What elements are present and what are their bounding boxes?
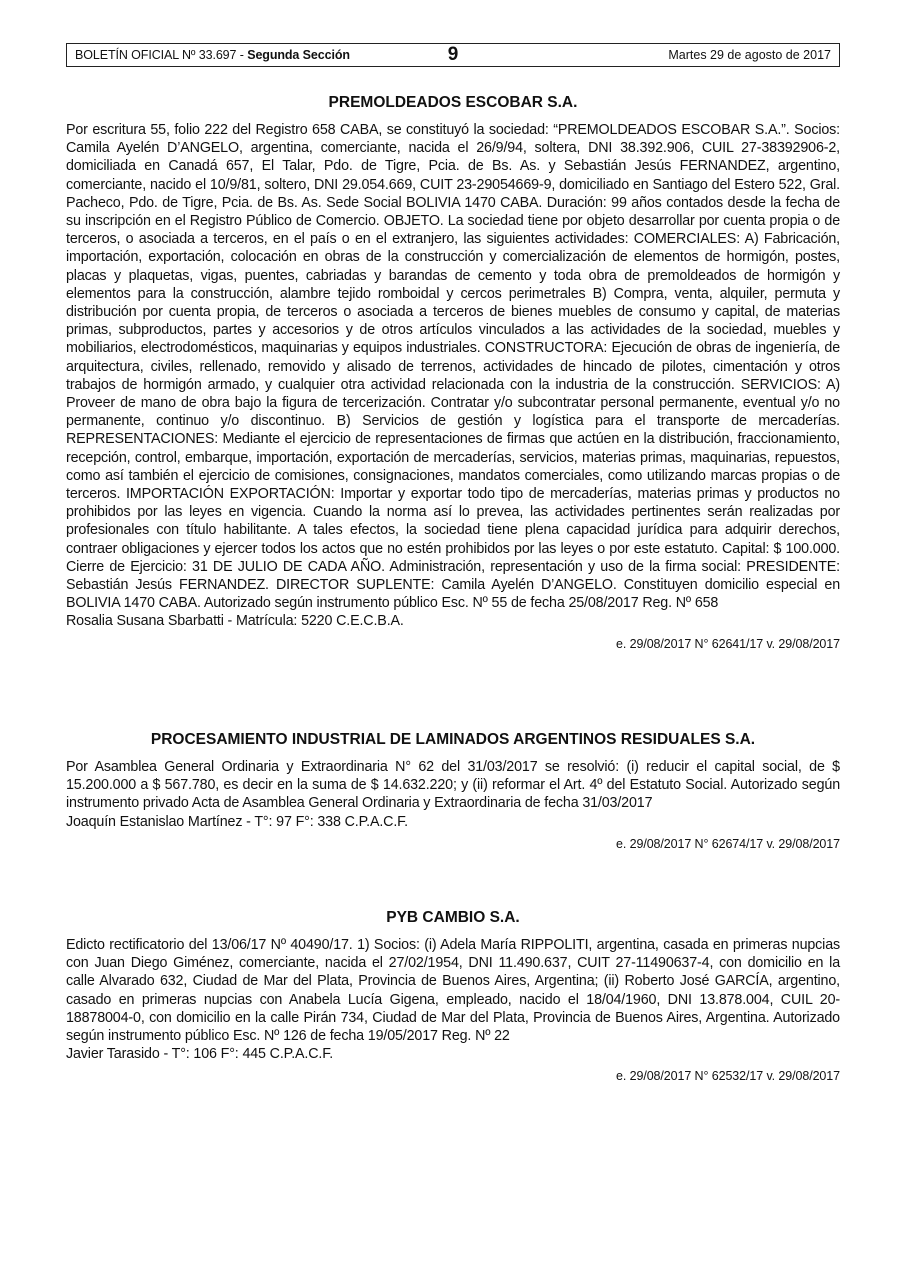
notice-body: Edicto rectificatorio del 13/06/17 Nº 40490/17. 1) Socios: (i) Adela María RIPPOLITI, argentina, casada en primeras nupcias con Juan Diego Giménez, comerciante, nacida el 27/02/1954, DNI 11.490.637, CUIT 27-11490637-4, con domicilio en la calle Alvarado 632, Ciudad de Mar del Plata, Provincia de Buenos Aires, Argentina; (ii) Roberto José GARCÍA, argentino, casado en primeras nupcias con Anabela Lucía Gigena, empleado, nacido el 18/04/1960, DNI 13.878.004, CUIL 20-18878004-0, con domicilio en la calle Pirán 734, Ciudad de Mar del Plata, Provincia de Buenos Aires, Argentina. Autorizado según instrumento público Esc. Nº 126 de fecha 19/05/2017 Reg. Nº 22 <box>66 937 840 1045</box>
publication-date: Martes 29 de agosto de 2017 <box>668 48 831 62</box>
notice-body: Por escritura 55, folio 222 del Registro 658 CABA, se constituyó la sociedad: “PREMOLDEADOS ESCOBAR S.A.”. Socios: Camila Ayelén D’ANGELO, argentina, comerciante, nacida el 26/9/94, soltera, DNI 38.392.906, CUIL 27-38392906-2, domiciliada en Canadá 657, El Talar, Pdo. de Tigre, Pcia. de Bs. As. y Sebastián Jesús FERNANDEZ, argentino, comerciante, nacido el 10/9/81, soltero, DNI 29.054.669, CUIT 23-29054669-9, domiciliado en Santiago del Estero 522, Gral. Pacheco, Pdo. de Tigre, Pcia. de Bs. As. Sede Social BOLIVIA 1470 CABA. Duración: 99 años contados desde la fecha de su inscripción en el Registro Público de Comercio. OBJETO. La sociedad tiene por objeto desarrollar por cuenta propia o de terceros, o asociada a terceros, en el país o en el extranjero, las siguientes actividades: COMERCIALES: A) Fabricación, importación, exportación, colocación en obras de la construcción y comercialización de elementos de hormigón, postes, placas y plaquetas, vigas, puentes, cabriadas y barandas de cemento y toda obra de premoldeados de hormigón y elementos para la construcción, alambre tejido romboidal y cercos perimetrales B) Compra, venta, alquiler, permuta y distribución por cuenta propia, de terceros o asociada a terceros de bienes muebles de consumo y capital, de materias primas, subproductos, partes y accesorios y de otros artículos vinculados a las actividades de la sociedad, muebles y mobiliarios, electrodomésticos, maquinarias y equipos industriales. CONSTRUCTORA: Ejecución de obras de ingeniería, de arquitectura, civiles, rellenado, removido y alisado de terrenos, actividades de hincado de pilotes, cimentación y otros trabajos de hormigón armado, y cualquier otra actividad relacionada con la industria de la construcción. SERVICIOS: A) Proveer de mano de obra bajo la figura de tercerización. Contratar y/o subcontratar personal permanente, eventual y/o no permanente, continuo y/o discontinuo. B) Servicios de gestión y logística para el transporte de mercaderías. REPRESENTACIONES: Mediante el ejercicio de representaciones de firmas que actúen en la distribución, fraccionamiento, recepción, control, embarque, importación, exportación de mercaderías, servicios, materias primas, maquinarias, repuestos, como así también el ejercicio de comisiones, consignaciones, mandatos comerciales, como utilizando marcas propias o de terceros. IMPORTACIÓN EXPORTACIÓN: Importar y exportar todo tipo de mercaderías, materias primas y productos no prohibidos por las leyes en vigencia. Cuando la norma así lo prevea, las actividades pertinentes serán realizadas por profesionales con título habilitante. A tales efectos, la sociedad tiene plena capacidad jurídica para adquirir derechos, contraer obligaciones y ejercer todos los actos que no estén prohibidos por las leyes o por este estatuto. Capital: $ 100.000. Cierre de Ejercicio: 31 DE JULIO DE CADA AÑO. Administración, representación y uso de la firma social: PRESIDENTE: Sebastián Jesús FERNANDEZ. DIRECTOR SUPLENTE: Camila Ayelén D’ANGELO. Constituyen domicilio especial en BOLIVIA 1470 CABA. Autorizado según instrumento público Esc. Nº 55 de fecha 25/08/2017 Reg. Nº 658 <box>66 122 840 612</box>
notice-title: PYB CAMBIO S.A. <box>386 909 520 926</box>
header-separator: - <box>236 48 248 62</box>
notice-premoldeados-escobar <box>66 94 840 651</box>
notice-reference: e. 29/08/2017 N° 62641/17 v. 29/08/2017 <box>616 636 840 651</box>
header-publication-info <box>75 48 350 62</box>
notice-reference: e. 29/08/2017 N° 62532/17 v. 29/08/2017 <box>616 1069 840 1084</box>
page-header <box>66 43 840 67</box>
notice-signature: Rosalia Susana Sbarbatti - Matrícula: 5220 C.E.C.B.A. <box>66 613 404 630</box>
notice-body: Por Asamblea General Ordinaria y Extraordinaria N° 62 del 31/03/2017 se resolvió: (i) reducir el capital social, de $ 15.200.000 a $ 567.780, es decir en la suma de $ 14.632.220; y (ii) reformar el Art. 4º del Estatuto Social. Autorizado según instrumento privado Acta de Asamblea General Ordinaria y Extraordinaria de fecha 31/03/2017 <box>66 759 840 812</box>
notice-title: PROCESAMIENTO INDUSTRIAL DE LAMINADOS ARGENTINOS RESIDUALES S.A. <box>150 731 756 748</box>
notice-pyb-cambio <box>66 909 840 1083</box>
notice-signature: Javier Tarasido - T°: 106 F°: 445 C.P.A.C.F. <box>66 1046 334 1063</box>
section-name: Segunda Sección <box>247 48 350 62</box>
notice-procesamiento-industrial <box>66 731 840 851</box>
notice-signature: Joaquín Estanislao Martínez - T°: 97 F°: 338 C.P.A.C.F. <box>66 813 408 830</box>
page-number: 9 <box>447 44 459 65</box>
publication-name: BOLETÍN OFICIAL Nº 33.697 <box>75 48 237 62</box>
notice-title: PREMOLDEADOS ESCOBAR S.A. <box>328 94 578 111</box>
notice-reference: e. 29/08/2017 N° 62674/17 v. 29/08/2017 <box>616 836 840 851</box>
